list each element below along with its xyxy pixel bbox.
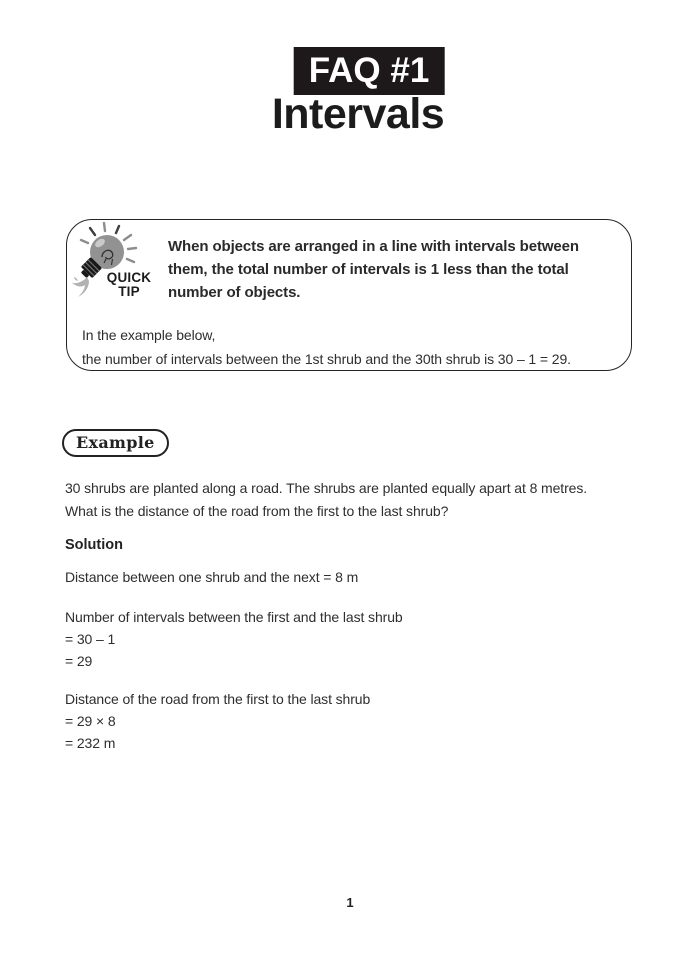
- quick-tip-label-line1: QUICK: [106, 270, 152, 285]
- solution-step-2: [65, 606, 403, 672]
- problem-text: [65, 477, 587, 523]
- page-title: Intervals: [271, 90, 445, 138]
- swoosh-spark: [74, 277, 78, 281]
- text-line: the number of intervals between the 1st shrub and the 30th shrub is 30 – 1 = 29.: [82, 351, 571, 367]
- tip-bold-text: [168, 235, 579, 304]
- lightbulb-rocket-icon: [71, 222, 171, 310]
- example-badge: Example: [62, 429, 169, 457]
- text-line: = 232 m: [65, 735, 116, 751]
- text-line: = 30 – 1: [65, 631, 116, 647]
- text-line: Distance between one shrub and the next = 8 m: [65, 569, 359, 585]
- quick-tip-label-line2: TIP: [118, 284, 140, 299]
- faq-badge: FAQ #1: [294, 47, 445, 95]
- tip-note-text: [82, 323, 571, 371]
- solution-step-1: [65, 566, 358, 588]
- text-line: Number of intervals between the first and the last shrub: [65, 609, 403, 625]
- text-line: them, the total number of intervals is 1 less than the total: [168, 261, 569, 278]
- text-line: 30 shrubs are planted along a road. The shrubs are planted equally apart at 8 metres.: [65, 480, 588, 496]
- text-line: What is the distance of the road from the first to the last shrub?: [65, 503, 449, 519]
- text-line: When objects are arranged in a line with intervals between: [168, 238, 579, 255]
- text-line: = 29 × 8: [65, 713, 116, 729]
- swoosh: [72, 277, 89, 297]
- solution-step-3: [65, 688, 370, 754]
- text-line: number of objects.: [168, 284, 301, 301]
- text-line: = 29: [65, 653, 93, 669]
- text-line: Distance of the road from the first to the last shrub: [65, 691, 371, 707]
- solution-heading: Solution: [65, 537, 123, 553]
- quick-tip-box: [66, 219, 632, 371]
- text-line: In the example below,: [82, 327, 216, 343]
- page-number: 1: [346, 895, 354, 910]
